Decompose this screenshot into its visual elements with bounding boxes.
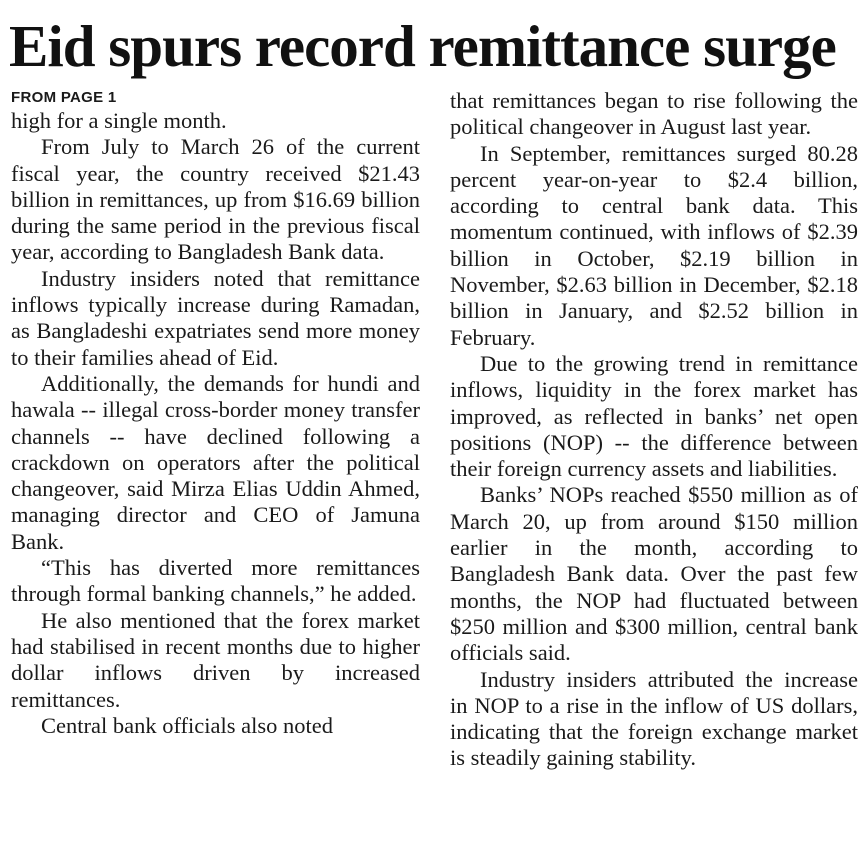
jump-label: FROM PAGE 1 (11, 89, 117, 106)
article-paragraph: He also mentioned that the forex market had stabilised in recent months due to higher dollar inflows driven by increased remittances. (11, 607, 420, 712)
article-paragraph: Industry insiders attributed the increase in NOP to a rise in the inflow of US dollars, indicating that the foreign exchange market is steadily gaining stability. (450, 666, 858, 771)
article-paragraph: Central bank officials also noted (41, 712, 334, 738)
article-paragraph: Additionally, the demands for hundi and hawala -- illegal cross-border money transfer channels -- have declined following a crackdown on operators after the political changeover, said Mirza Elias Uddin Ahmed, managing director and CEO of Jamuna Bank. (11, 370, 420, 554)
headline: Eid spurs record remittance surge (9, 13, 836, 79)
right-paragraphs (450, 88, 858, 772)
article-paragraph: that remittances began to rise following the political changeover in August last year. (450, 88, 858, 140)
left-paragraphs (11, 108, 420, 739)
article-paragraph: From July to March 26 of the current fiscal year, the country received $21.43 billion in remittances, up from $16.69 billion during the same period in the previous fiscal year, according to Bangladesh Bank data. (11, 134, 420, 265)
article-paragraph: Industry insiders noted that remittance inflows typically increase during Ramadan, as Bangladeshi expatriates send more money to their families ahead of Eid. (11, 265, 420, 370)
article-paragraph: Due to the growing trend in remittance inflows, liquidity in the forex market has improved, as reflected in banks’ net open positions (NOP) -- the difference between their foreign currency assets and liabilities. (450, 350, 858, 482)
article-column-left (11, 88, 420, 739)
article-paragraph: Banks’ NOPs reached $550 million as of March 20, up from around $150 million earlier in the month, according to Bangladesh Bank data. Over the past few months, the NOP had fluctuated between $250 million and $300 million, central bank officials said. (450, 482, 858, 666)
article-column-right (450, 88, 858, 772)
article-paragraph: high for a single month. (11, 108, 227, 133)
article-paragraph: “This has diverted more remittances through formal banking channels,” he added. (11, 555, 420, 607)
article-paragraph: In September, remittances surged 80.28 percent year-on-year to $2.4 billion, according to central bank data. This momentum continued, with inflows of $2.39 billion in October, $2.19 billion in November, $2.63 billion in December, $2.18 billion in January, and $2.52 billion in February. (450, 140, 858, 350)
